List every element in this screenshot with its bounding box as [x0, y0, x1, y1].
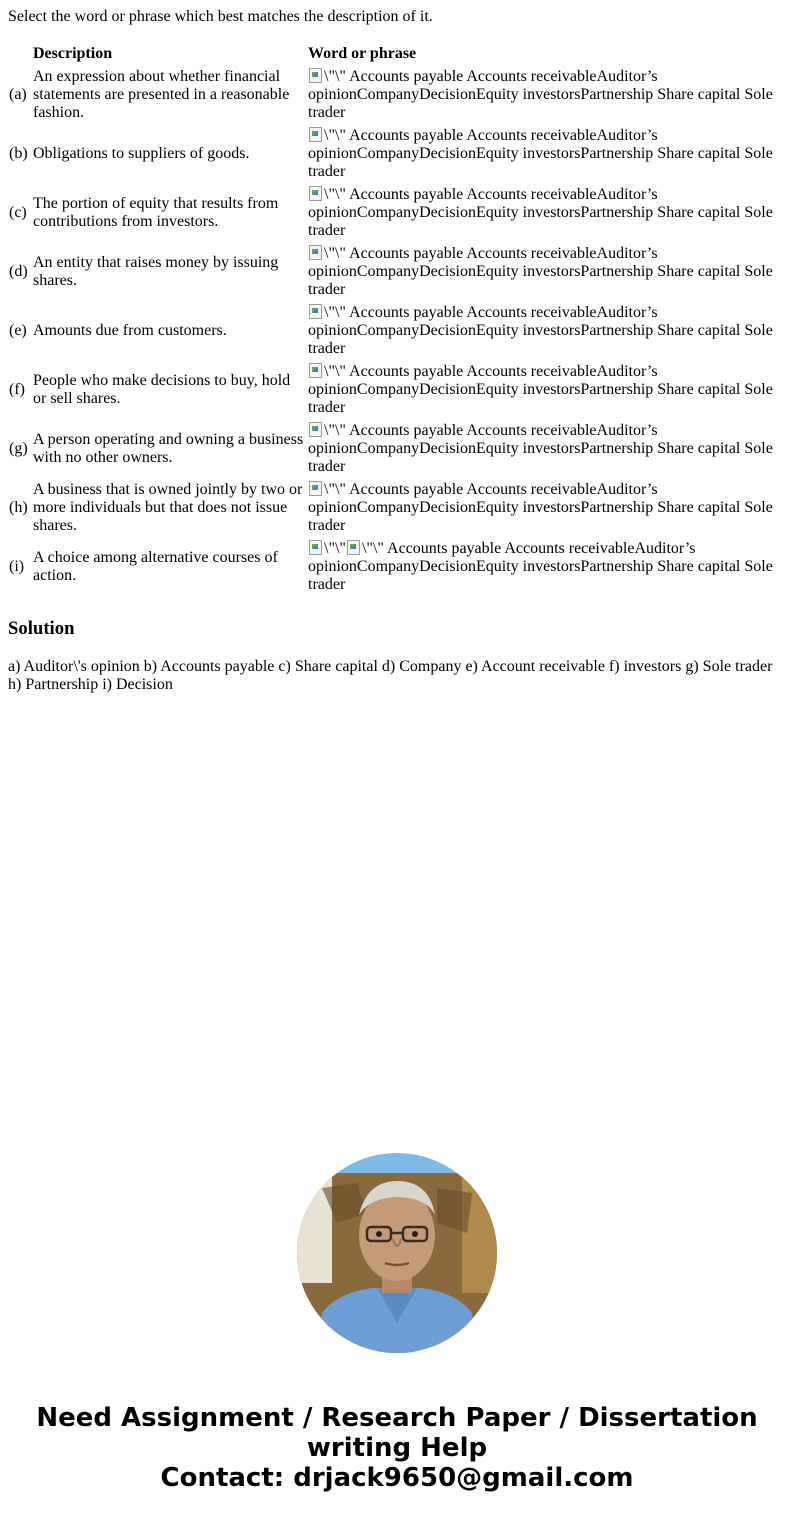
- options-text: Accounts payable Accounts receivableAuditor’s opinionCompanyDecisionEquity investorsPartnership Share capital Sole trader: [308, 422, 773, 475]
- broken-image-icon: [308, 126, 324, 142]
- table-row: [8, 420, 779, 477]
- options-text: Accounts payable Accounts receivableAuditor’s opinionCompanyDecisionEquity investorsPartnership Share capital Sole trader: [308, 304, 773, 357]
- broken-image-alt: \"\": [324, 422, 346, 439]
- row-label: (d): [9, 262, 28, 280]
- answer-options[interactable]: [307, 302, 779, 359]
- promo-banner: [0, 1403, 794, 1493]
- row-description: The portion of equity that results from contributions from investors.: [33, 194, 279, 230]
- broken-image-icon: [308, 244, 324, 260]
- row-description: Amounts due from customers.: [33, 321, 227, 339]
- label-header: [8, 44, 30, 64]
- broken-image-icon: [308, 67, 324, 83]
- author-photo: [297, 1153, 497, 1353]
- row-description: A choice among alternative courses of action.: [33, 548, 278, 584]
- row-description: People who make decisions to buy, hold or sell shares.: [33, 371, 291, 407]
- row-description: A business that is owned jointly by two or more individuals but that does not issue shares.: [33, 480, 303, 534]
- row-label: (a): [9, 85, 27, 103]
- broken-image-icon: [308, 480, 324, 496]
- row-description: Obligations to suppliers of goods.: [33, 144, 250, 162]
- answer-options[interactable]: [307, 479, 779, 536]
- row-label: (e): [9, 321, 27, 339]
- broken-image-alt: \"\": [324, 363, 346, 380]
- broken-image-alt: \"\": [324, 127, 346, 144]
- table-row: [8, 125, 779, 182]
- table-row: [8, 538, 779, 595]
- table-row: [8, 361, 779, 418]
- options-text: Accounts payable Accounts receivableAuditor’s opinionCompanyDecisionEquity investorsPartnership Share capital Sole trader: [308, 127, 773, 180]
- word-header: Word or phrase: [308, 45, 417, 62]
- answer-options[interactable]: [307, 243, 779, 300]
- table-row: [8, 66, 779, 123]
- broken-image-alt: \"\": [324, 245, 346, 262]
- page-content: [8, 8, 786, 694]
- row-label: (g): [9, 439, 28, 457]
- row-description: An entity that raises money by issuing shares.: [33, 253, 279, 289]
- answer-options[interactable]: [307, 538, 779, 595]
- table-row: [8, 184, 779, 241]
- options-text: Accounts payable Accounts receivableAuditor’s opinionCompanyDecisionEquity investorsPartnership Share capital Sole trader: [308, 481, 773, 534]
- row-label: (f): [9, 380, 25, 398]
- options-text: Accounts payable Accounts receivableAuditor’s opinionCompanyDecisionEquity investorsPartnership Share capital Sole trader: [308, 186, 773, 239]
- broken-image-icon: [308, 539, 324, 555]
- answer-options[interactable]: [307, 420, 779, 477]
- answer-options[interactable]: [307, 125, 779, 182]
- options-text: Accounts payable Accounts receivableAuditor’s opinionCompanyDecisionEquity investorsPartnership Share capital Sole trader: [308, 363, 773, 416]
- broken-image-alt: \"\": [324, 540, 346, 557]
- broken-image-icon: [308, 303, 324, 319]
- broken-image-icon: [346, 539, 362, 555]
- question-intro: Select the word or phrase which best matches the description of it.: [8, 8, 433, 25]
- promo-line-1: Need Assignment / Research Paper / Dissertation writing Help: [36, 1403, 758, 1463]
- row-label: (h): [9, 498, 28, 516]
- row-label: (b): [9, 144, 28, 162]
- broken-image-icon: [308, 185, 324, 201]
- broken-image-alt: \"\": [324, 481, 346, 498]
- table-row: [8, 479, 779, 536]
- options-text: Accounts payable Accounts receivableAuditor’s opinionCompanyDecisionEquity investorsPartnership Share capital Sole trader: [308, 540, 773, 593]
- table-row: [8, 243, 779, 300]
- description-header: Description: [33, 45, 113, 62]
- options-text: Accounts payable Accounts receivableAuditor’s opinionCompanyDecisionEquity investorsPartnership Share capital Sole trader: [308, 245, 773, 298]
- solution-text: a) Auditor\'s opinion b) Accounts payable c) Share capital d) Company e) Account receivable f) investors g) Sole trader h) Partnership i) Decision: [8, 658, 773, 693]
- solution-heading: Solution: [8, 618, 75, 639]
- broken-image-alt: \"\": [361, 540, 384, 557]
- matching-table: [6, 42, 781, 597]
- answer-options[interactable]: [307, 184, 779, 241]
- answer-options[interactable]: [307, 66, 779, 123]
- row-description: An expression about whether financial statements are presented in a reasonable fashion.: [33, 67, 290, 121]
- broken-image-icon: [308, 362, 324, 378]
- row-label: (c): [9, 203, 27, 221]
- broken-image-icon: [308, 421, 324, 437]
- broken-image-alt: \"\": [324, 68, 346, 85]
- broken-image-alt: \"\": [324, 186, 346, 203]
- promo-contact: Contact: drjack9650@gmail.com: [160, 1463, 634, 1493]
- row-description: A person operating and owning a business with no other owners.: [33, 430, 304, 466]
- table-header-row: [8, 44, 779, 64]
- table-row: [8, 302, 779, 359]
- answer-options[interactable]: [307, 361, 779, 418]
- row-label: (i): [9, 557, 25, 575]
- options-text: Accounts payable Accounts receivableAuditor’s opinionCompanyDecisionEquity investorsPartnership Share capital Sole trader: [308, 68, 773, 121]
- broken-image-alt: \"\": [324, 304, 346, 321]
